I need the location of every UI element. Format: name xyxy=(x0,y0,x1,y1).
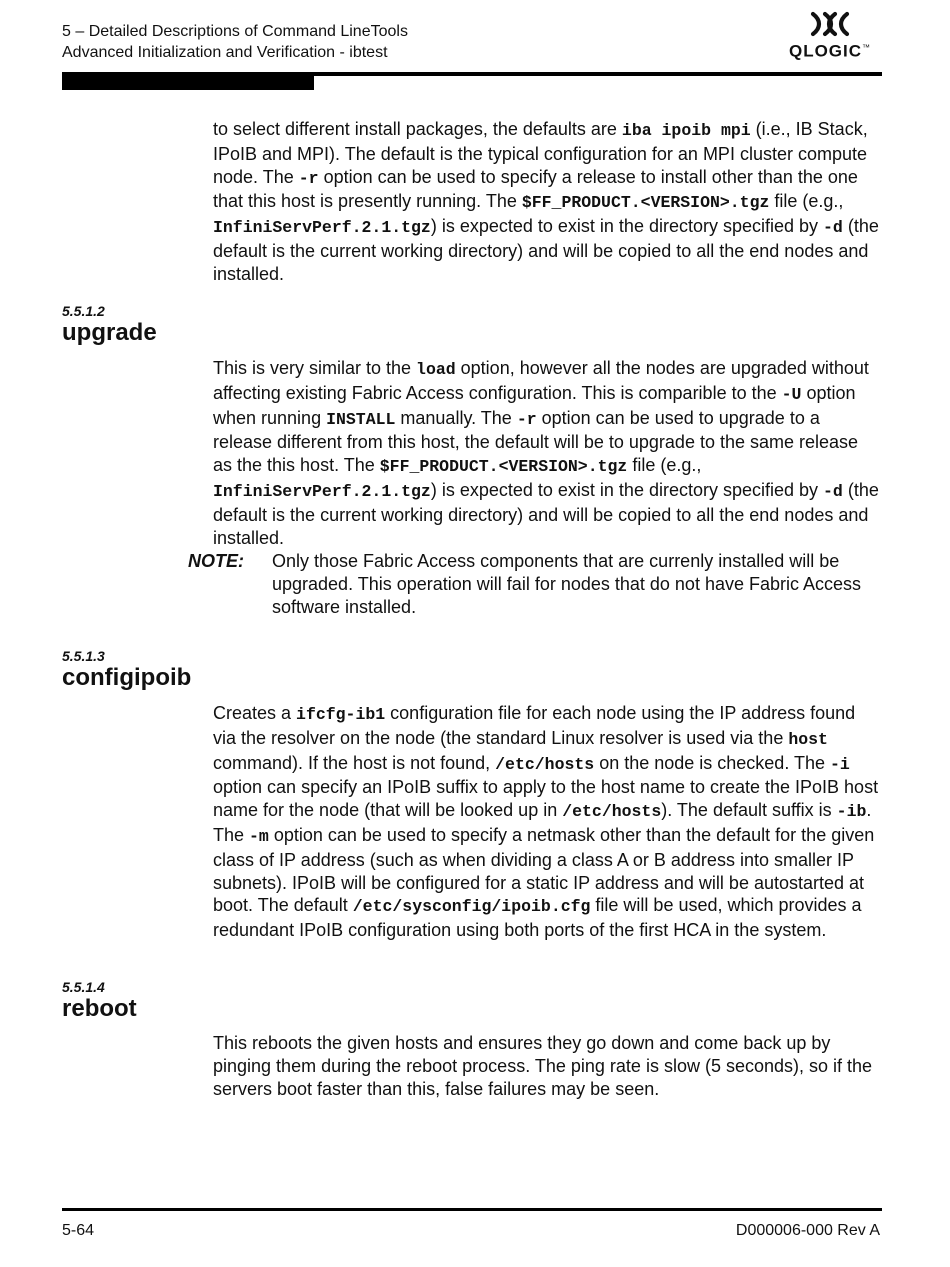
upgrade-paragraph: This is very similar to the load option, however all the nodes are upgraded without affecting existing Fabric Access configuration. This is comparible to the -U option when running INSTALL manually. The -r option can be used to upgrade to a release different from this host, the default will be to upgrade to the same release as the this host. The $FF_PRODUCT.<VERSION>.tgz file (e.g., InfiniServPerf.2.1.tgz) is expected to exist in the directory specified by -d (the default is the current working directory) and will be copied to all the end nodes and installed. xyxy=(213,358,879,548)
header-chapter-title: 5 – Detailed Descriptions of Command LineTools xyxy=(62,23,408,40)
footer-rule xyxy=(62,1208,882,1211)
note-text: Only those Fabric Access components that are currenly installed will be upgraded. This operation will fail for nodes that do not have Fabric Access software installed. xyxy=(272,551,862,617)
logo-text: QLOGIC xyxy=(788,41,863,61)
qlogic-logo xyxy=(780,10,880,66)
header-section-title: Advanced Initialization and Verification - ibtest xyxy=(62,44,388,61)
section-title-reboot: reboot xyxy=(62,995,137,1022)
section-number-reboot: 5.5.1.4 xyxy=(62,979,105,995)
reboot-paragraph: This reboots the given hosts and ensures they go down and come back up by pinging them during the reboot process. The ping rate is slow (5 seconds), so if the servers boot faster than this, false failures may be seen. xyxy=(213,1033,873,1099)
intro-paragraph: to select different install packages, the defaults are iba ipoib mpi (i.e., IB Stack, IPoIB and MPI). The default is the typical configuration for an MPI cluster compute node. The -r option can be used to specify a release to install other than the one that this host is presently running. The $FF_PRODUCT.<VERSION>.tgz file (e.g., InfiniServPerf.2.1.tgz) is expected to exist in the directory specified by -d (the default is the current working directory) and will be copied to all the end nodes and installed. xyxy=(213,119,879,284)
footer-document-id: D000006-000 Rev A xyxy=(735,1222,880,1239)
section-title-configipoib: configipoib xyxy=(62,664,192,691)
footer-page-number: 5-64 xyxy=(62,1222,95,1239)
configipoib-paragraph: Creates a ifcfg-ib1 configuration file for each node using the IP address found via the resolver on the node (the standard Linux resolver is used via the host command). If the host is not found, /etc/hosts on the node is checked. The -i option can specify an IPoIB suffix to apply to the host name to create the IPoIB host name for the node (that will be looked up in /etc/hosts). The default suffix is -ib. The -m option can be used to specify a netmask other than the default for the given class of IP address (such as when dividing a class A or B address into smaller IP subnets). IPoIB will be configured for a static IP address and will be autostarted at boot. The default /etc/sysconfig/ipoib.cfg file will be used, which provides a redundant IPoIB configuration using both ports of the first HCA in the system. xyxy=(213,703,879,941)
header-tab-bar xyxy=(62,76,314,90)
section-title-upgrade: upgrade xyxy=(62,319,157,346)
logo-trademark: ™ xyxy=(862,43,872,52)
section-number-configipoib: 5.5.1.3 xyxy=(62,648,105,664)
note-label: NOTE: xyxy=(188,551,244,571)
qlogic-logo-mark-icon xyxy=(808,10,852,38)
section-number-upgrade: 5.5.1.2 xyxy=(62,303,105,319)
